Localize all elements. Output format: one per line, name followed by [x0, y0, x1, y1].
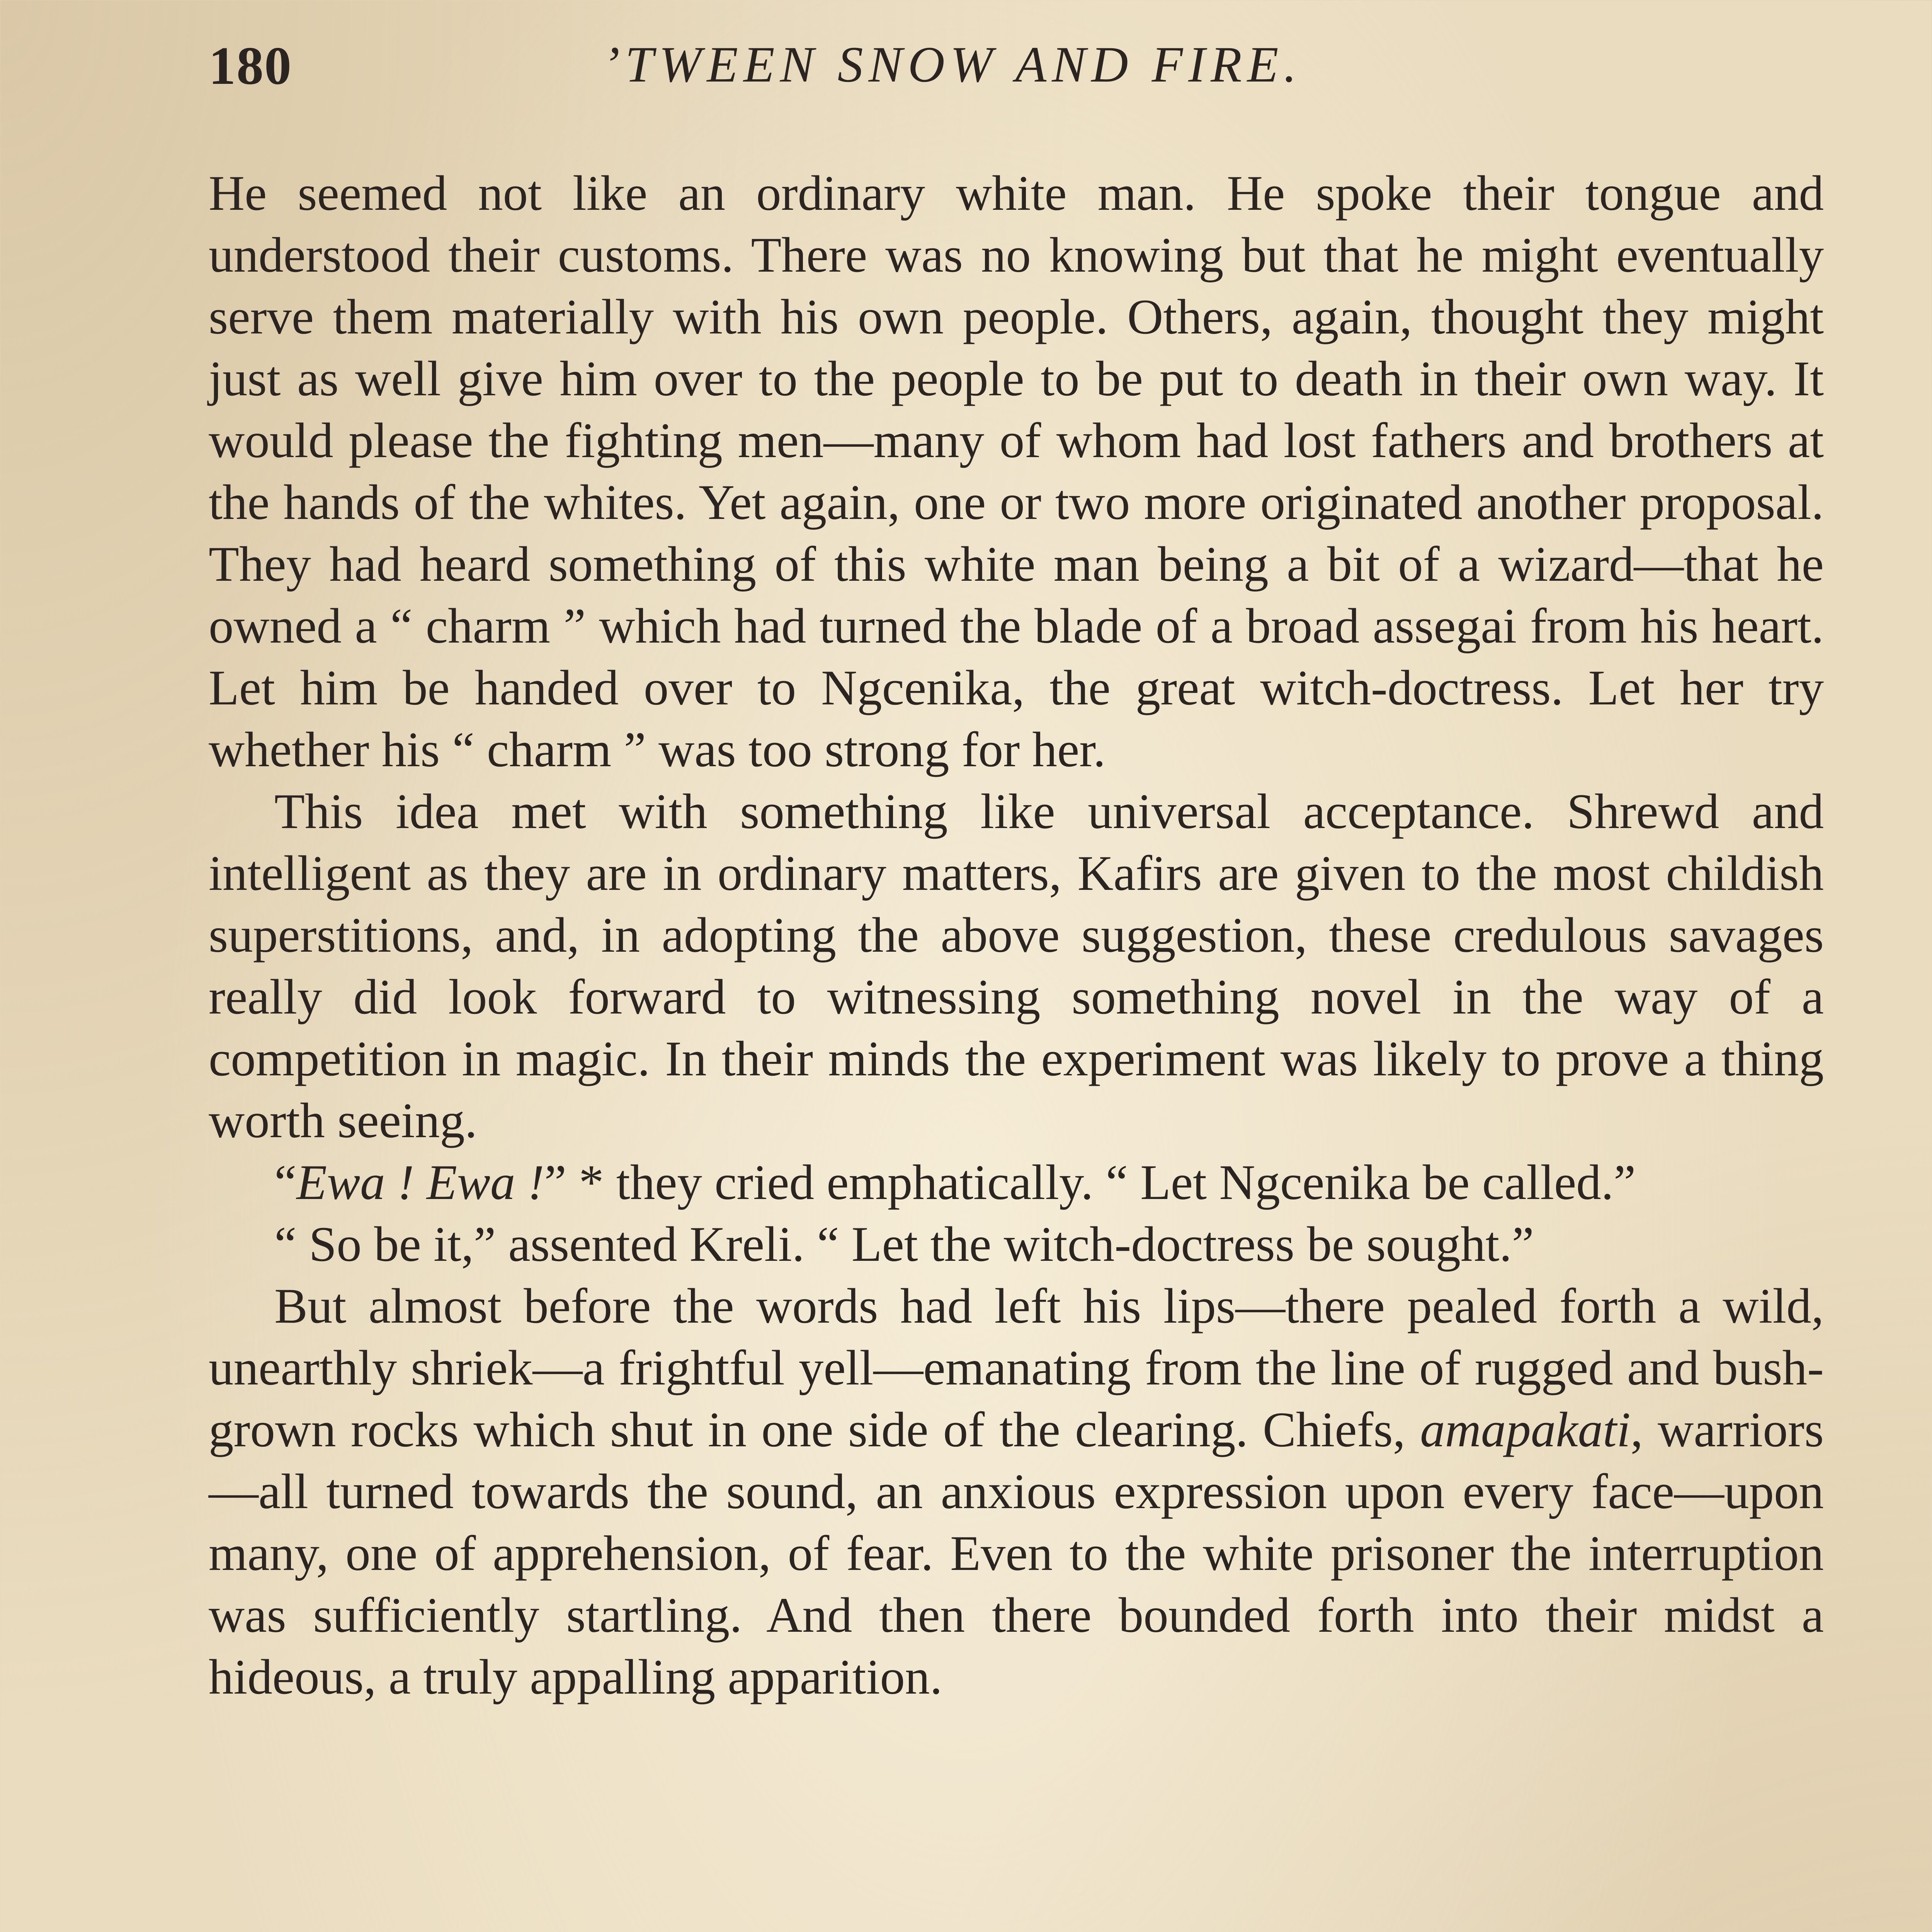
- paragraph-5-italic-word: amapakati: [1420, 1402, 1631, 1457]
- paragraph-4: “ So be it,” assented Kreli. “ Let the witch-doctress be sought.”: [274, 1216, 1534, 1272]
- paragraph-3-rest: ” * they cried emphatically. “ Let Ngcenika be called.”: [544, 1155, 1636, 1210]
- paragraph-2: This idea met with something like universal acceptance. Shrewd and intelligent as they are in ordinary matters, Kafirs are given to the most childish superstitions, and, in adopting the above suggestion, these credulous savages really did look forward to witnessing something novel in the way of a competition in magic. In their minds the experiment was likely to prove a thing worth seeing.: [209, 784, 1824, 1148]
- paragraph-3: [209, 1151, 1824, 1213]
- paragraph-5-start: But almost before the words had left his lips—there pealed forth a wild, unearthly shriek—a frightful yell—emanating from the line of rugged and bush-grown rocks which shut in one side of the clearing. Chiefs,: [209, 1278, 1824, 1457]
- page-number: 180: [209, 36, 292, 96]
- running-head: [209, 35, 1824, 104]
- running-title: ’TWEEN SNOW AND FIRE.: [603, 36, 1302, 93]
- paragraph-5: [209, 1275, 1824, 1708]
- body-text: [209, 162, 1824, 1708]
- paragraph-3-open-quote: “: [274, 1155, 297, 1210]
- paragraph-3-italic-phrase: Ewa ! Ewa !: [296, 1155, 544, 1210]
- paragraph-1: He seemed not like an ordinary white man. He spoke their tongue and understood their customs. There was no knowing but that he might eventually serve them materially with his own people. Others, again, thought they might just as well give him over to the people to be put to death in their own way. It would please the fighting men—many of whom had lost fathers and brothers at the hands of the whites. Yet again, one or two more originated another proposal. They had heard something of this white man being a bit of a wizard—that he owned a “ charm ” which had turned the blade of a broad assegai from his heart. Let him be handed over to Ngcenika, the great witch-doctress. Let her try whether his “ charm ” was too strong for her.: [209, 165, 1824, 777]
- paragraph-5-end: , warriors—all turned towards the sound, an anxious expression upon every face—upon many, one of apprehension, of fear. Even to the white prisoner the interruption was sufficiently startling. And then there bounded forth into their midst a hideous, a truly appalling apparition.: [209, 1402, 1824, 1704]
